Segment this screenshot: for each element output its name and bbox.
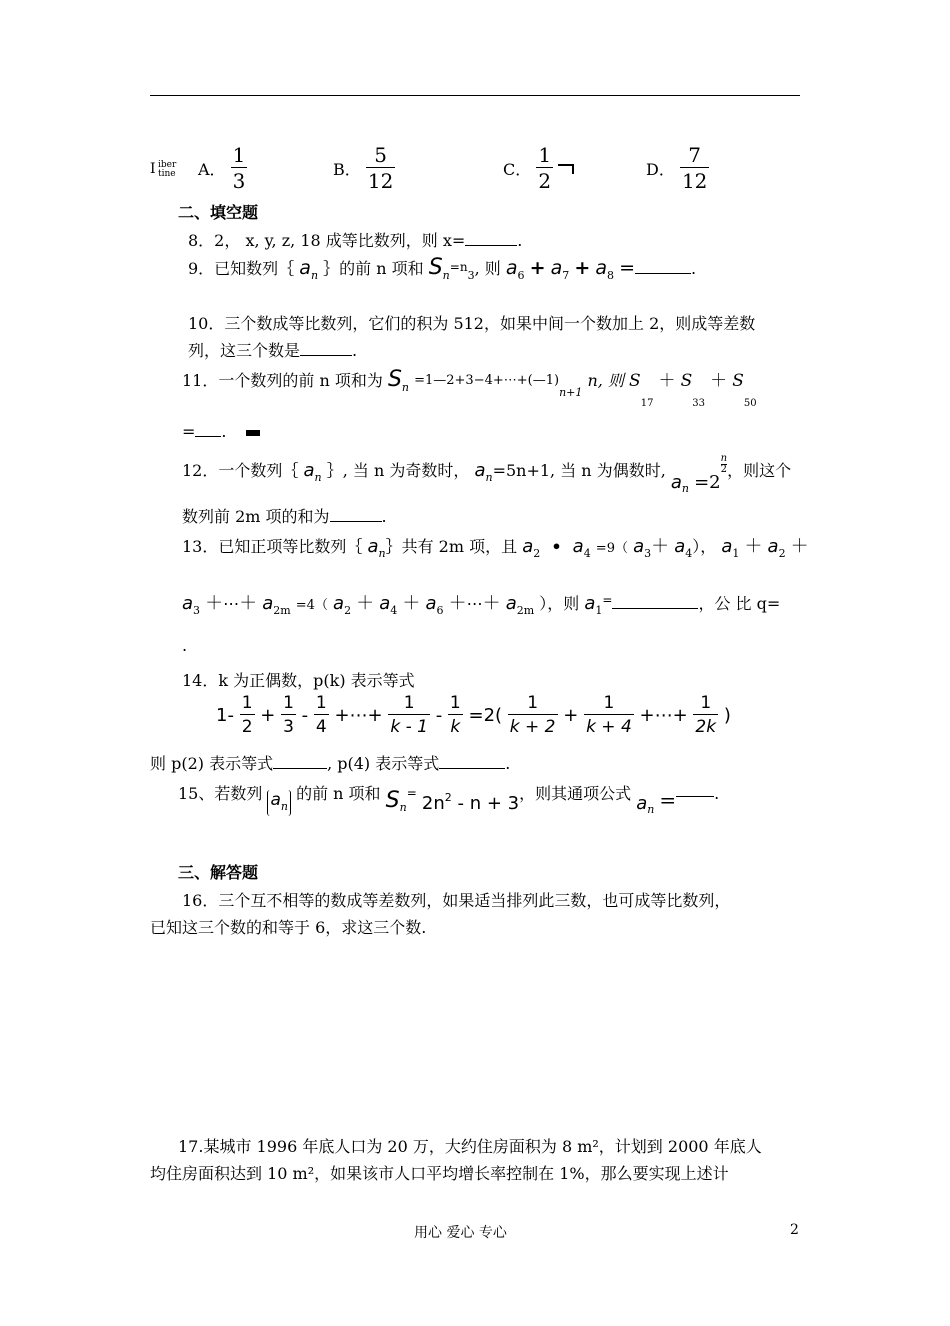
option-b [333,143,395,194]
question-13-period: . [182,636,188,655]
section-solution-title: 三、解答题 [178,863,259,882]
margin-note-bottom: tine [158,169,176,179]
answer-blank [612,594,698,609]
header-rule [150,95,800,96]
answer-blank [300,341,352,356]
option-c-fraction: $\frac{1}{2}$ [538,143,552,193]
answer-blank [676,784,714,797]
answer-blank [635,259,691,274]
option-a-fraction: $\frac{1}{3}$ [232,143,246,193]
question-8: 8．2， x, y, z, 18 成等比数列，则 x= . [188,231,523,250]
option-d [646,143,709,194]
cursor-mark [246,430,260,436]
question-11-line2: = . [182,422,260,441]
option-c-label: C． [503,160,532,179]
question-16-line2: 已知这三个数的和等于 6，求这三个数. [150,918,427,937]
option-b-fraction: $\frac{5}{12}$ [367,143,394,193]
question-14-line1: 14．k 为正偶数，p(k) 表示等式 [182,671,415,690]
question-12: 12．一个数列｛ $a_n$ ｝, 当 n 为奇数时， $a_n=5n+1$, 当 n 为偶数时, $a_n =2$ $\frac{n}{2}$ ，则这个 [182,453,792,495]
option-a [198,143,247,194]
question-10-line2: 列，这三个数是 . [188,341,358,360]
answer-blank [439,754,505,769]
page-number: 2 [790,1222,799,1238]
question-16-line1: 16．三个互不相等的数成等差数列，如果适当排列此三数，也可成等比数列， [182,891,731,910]
answer-blank [330,507,382,522]
option-c-mark [558,164,574,174]
question-12-line2: 数列前 2m 项的和为 . [182,507,387,526]
option-d-fraction: $\frac{7}{12}$ [681,143,708,193]
margin-mark [150,158,156,177]
footer-slogan: 用心 爱心 专心 [414,1225,507,1241]
answer-blank [273,754,327,769]
option-d-label: D． [646,160,675,179]
question-17-line1: 17.某城市 1996 年底人口为 20 万，大约住房面积为 8 m²，计划到 2000 年底人 [178,1137,762,1156]
answer-blank [465,231,517,246]
question-15: 15、若数列 $a_n$ 的前 n 项和 $S_n= 2n^2 - n + 3$，则其通项公式 $a_n$ = . [178,784,720,816]
option-a-label: A． [198,160,226,179]
question-9: 9．已知数列｛ $a_n$ ｝的前 n 项和 $S_n=n_3$, 则 $a_6 + a_7 + a_8$ = . [188,255,697,282]
question-10-line1: 10．三个数成等比数列，它们的积为 512，如果中间一个数加上 2，则成等差数 [188,314,756,333]
question-14-line3: 则 p(2) 表示等式 , p(4) 表示等式 . [150,754,511,773]
margin-mark-letter: I [150,161,156,177]
question-14-formula: 1- $\frac{1}{2}$ + $\frac{1}{3}$ - $\frac{1}{4}$ +⋯+ $\frac{1}{k - 1}$ - $\frac{1}{k}$ =2( $\frac{1}{k + 2}$ + $\frac{1}{k + 4}$ +⋯+ $\frac{1}{2k}$ ) [216,693,731,737]
option-b-label: B． [333,160,361,179]
question-13-line2: $a_3$ ＋⋯＋ $a_{2m} =4$（ $a_2 + a_4 + a_6$ ＋⋯＋ $a_{2m}$ ），则 $a_1^=$ ，公 比 q= [182,593,781,617]
question-17-line2: 均住房面积达到 10 m²，如果该市人口平均增长率控制在 1%，那么要实现上述计 [150,1164,729,1183]
margin-note-top: iber [158,160,177,170]
question-13-line1: 13．已知正项等比数列｛ $a_n\}$共有 2m 项，且 $a_2$ • $a_4 =9$（ $a_3+ a_4$）， $a_1 + a_2$ ＋ [182,536,809,560]
option-c [503,143,574,194]
question-11: 11．一个数列的前 n 项和为 $S_n$ $=1—2+3-4+\cdots+(—1)_{n+1}$ n, 则 $S_{17} + S_{33} + S_{50}$ [182,367,757,409]
section-fill-blank-title: 二、填空题 [178,203,259,222]
answer-blank [195,422,221,437]
